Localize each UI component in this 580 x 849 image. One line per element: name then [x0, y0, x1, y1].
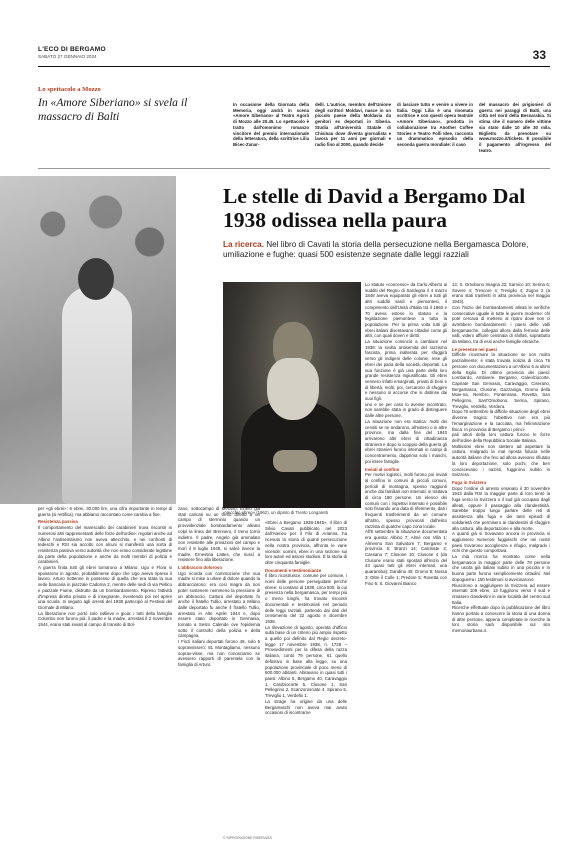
copyright-note: © RIPRODUZIONE RISERVATA [223, 836, 272, 840]
page-header [38, 44, 550, 66]
header-divider [38, 66, 550, 67]
issue-date: SABATO 27 GENNAIO 2024 [38, 54, 97, 59]
paragraph: Dopo l'ordine di arresto emanato il 30 novembre 1943 dalla RSI la maggior parte di loro tentò la fuga verso la Svizzera o il sud già occupato dagli alleati, oppure il passaggio alla clandestinità. Sarebbe troppo lungo parlare delle reti di assistenza alla fuga e dei tanti episodi di solidarietà che permisero ai clandestini di sfuggire alla cattura, alla deportazione e alla morte. [452, 485, 550, 531]
top-story-column-3: di lasciare tutto e venire a vivere in Italia. Oggi Lilia è una rinomata scrittrice e con questi opera teatrale «Amore Siberiano», prodotta in collaborazione tra Another Coffee Stories e Teatro Folli Idee, racconta un drammatico episodio della seconda guerra mondiale: il caso [397, 102, 473, 147]
painting-beard [267, 358, 319, 420]
painting-image [223, 282, 361, 508]
main-headline: Le stelle di David a Bergamo Dal 1938 odissea nella paura [223, 184, 526, 232]
paragraph: Per motivi logistici, molti furono poi inviati al confino in comuni di piccoli comuni, periodi di montagna, spesso raggiunti anche dai familiari non internati: si trattava di circa 180 persone. Un elenco dei comuni con i rispettivi internati è possibile solo fissando una data di riferimento, dati i frequenti trasferimenti da un comune all'altro, spesso provocati dall'esito razzista di qualche capo zona locale. [365, 472, 447, 529]
paragraph: All'8 settembre la situazione documentata era questa: Albino 7; Almè con Villa 1; Almenno San Salvatore 7; Bergamo e provincia 5; Branzi 14; Calcinate 2; Cassano 7; Clusone 10; Clusone 4 (da Clusone erano stati spostati all'inizio del 43 quasi tutti gli ebrei internati, una quarantina); Gandino 40; Gromo 8; Nossa 3; Oltre il Colle 1; Predore 5; Rovetta con Fino 6; S. Giovanni Bianco [365, 529, 447, 586]
section-divider [38, 168, 550, 169]
paragraph: «Ebrei a Bergamo 1938-1945», Il libro di Silvio Cavati pubblicato nel 2023 dall'Ateneo per il Filo di Arianna, ha ricevuto la storia di quanti persecuzione nella nostra provincia, affronta le varie vicende: uomini, ebrei in una sezione sui loro autori ed assoni studiosi. È la storia di oltre cinquanta famiglie. [265, 520, 347, 565]
paragraph: Il comportamento del maresciallo dei carabinieri trova riscontri in numerosi altri rappresentanti delle forze dell'ordine: regolari anche ad Albino l'antisemitismo non aveva attecchito, e nei confronti di tedeschi e RSI sia accolto con alcuni si manifestò una sorta di resistenza passiva verso autorità che non erano considerate legittime da parte della popolazione e anche da molti membri di polizia e carabinieri. [38, 525, 172, 565]
paragraph: 14; S. Omobono Imagna 22; Sarnico 10; Serina 6; Sovere 4; Trescore 4; Treviglio 4; Zogno 2 (a erano stati trasferiti in altra provincia nel maggio 1943). [452, 282, 550, 305]
top-story-column-2: delli. L'autrice, membro dell'Unione degli scrittori Moldavi, nasce in un piccolo paese della Moldavia da genitori ex deportati in Siberia. Studia all'Università Statale di Chisinau dove diventa giornalista e lavora per 11 anni per giornali e radio fino al 2000, quando decide [315, 102, 391, 147]
article-column-1 [38, 506, 172, 836]
paragraph: I Finzi italiani deportati furono 48, solo 5 sopravvissero; 81 Montagliamo, nessuno soprav-visse, ma non conosciamo se avessero rapporti di parentela con la famiglia di Arturo. [178, 639, 260, 667]
paragraph: Il libro ricostruisce, comune per comune, i nomi delle persone perseguitate perché ebree: si contano al 1938, circa 500, la cui presenza nella bergamasca, per tempi più o meno lunghi, ha trovato riscontri documentali e testimoniali nel periodo delle leggi razziali, partendo dai dati del censimento del 22 agosto e dicembre 1938. [265, 573, 347, 624]
photo-figure [62, 286, 132, 504]
paragraph: Dopo l'8 settembre la difficile situazione degli ebrei divenne tragica: l'obiettivo non era più l'emarginazione e la cacciata, ma l'eliminazione fisica. In provincia di Bergamo i princi- [452, 409, 550, 432]
historic-photo [0, 176, 176, 504]
paragraph: Ugo ricorda con commozione che sua madre si mise a urlare di dolore quando la abbracciarono: era così magra da non poter sostenere nemmeno la pressione di un abbraccio. Cattura del deportato fu anche il fratello Tullio, arrestato a Milano dalle deportato fu anche il fratello Tullio, arrestato in Alte Aprile 1944 e, dopo essere stato deportato in Germania, tornato a Sesto Calende ove l'epidemia sotto il controllo della polizia e della campagna. [178, 570, 260, 639]
paragraph: La situazione non era statica: molti dei censiti se ne andarono, all'estero o in altre province, ma dalla fine del 1940 arrivarono altri ebrei di cittadinanza straniera e dopo lo scoppio della guerra gli ebrei stranieri furono internati in campi di concentramento, dapprima solo i maschi, poi intere famiglie. [365, 418, 447, 464]
photo-figure-head [78, 258, 114, 300]
subheading: Resistenza passiva [38, 519, 78, 525]
lead-tag: La ricerca. [223, 240, 264, 249]
paragraph: Moltissimi ebrei non stettero ad aspettare la cattura, malgrado la mal riposta fiducia nelle autorità italiane che fino ad allora avevano rifiutato la loro deportazione, solo pochi, che ben conoscevano i nazisti, fuggirono subito in Svizzera. [452, 443, 550, 478]
paragraph: La rilevazione di agosto, operata d'ufficio sulla base di un criterio più ampio rispetto a quello poi definito dal Regio decreto-legge 17 novembre 1938, n. 1728 – Provvedimenti per la difesa della razza italiana, contò 79 persone, 61 quello definitivo in base alla legge, su una popolazione provinciale di poco meno di 600.000 abitanti. Abitavano in quasi tutti i paesi: Albino 5, Bergamo 40, Caravaggio 1, Calolziocorte 5, Clusone 1, San Pellegrino 2, Scanzorosciate 4, Spirano 5, Treviglio 1, Verdello 1. [265, 624, 347, 699]
article-column-5 [452, 282, 550, 836]
lead-text: Nel libro di Cavati la storia della persecuzione nella Bergamasca Dolore, umiliazione e fughe: quasi 500 esistenze segnate dalle leggi razziali [223, 240, 529, 260]
paragraph: Difficile ricostruire la situazione se non molto parzialmente; è stata trovata notizia di circa 76 persone con documentazioni a un'Albino 6 ai ultimi della Siglio. Di ottimo provincia dei paesi: Lombardo, Ambivere, Bergamo, Caleolziocorte, Capriate San Gervasio, Caravaggio, Ciserano, Bergamasca, Clusone, Gazzaniga, Gromo della Moie-na, Nembro, Pontenrana, Rovetta, San Pellegrino, Sant'Omobono, Serina, Spirano, Treviglio, Verdello, Verdera. [452, 352, 550, 409]
top-story-column-1: In occasione della Giornata della Memoria, oggi andrà in scena «Amore Siberiano» al Teatro Agorà di Mozzo alle 20.45. Lo spettacolo è tratto dall'omonimo romanzo vincitore del premio internazionale della letteratura, della scrittrice Lilia Bicec-Zanar- [233, 102, 309, 147]
paragraph: La strage ha origine da una delle Bergamaschi non aveva mai avuto occasioni di incontrarne [265, 698, 347, 716]
paragraph: La liberazione non portò solo sollievo e gioia: i tutti della famiglia Colombo non furono più: il padre e la madre, arrestati il 2 novembre 1944, erano stati inviati al campo di transito di Bol- [38, 610, 172, 628]
paragraph: pali attori della loro cattura furono le forze dell'ordine della Repubblica Sociale Italiana. [452, 432, 550, 443]
painting-caption: «Vecchio ebreo» (1962), un dipinto di Trento Longaretti [223, 510, 328, 515]
subheading: Fuga in Svizzera [452, 479, 487, 485]
paragraph: La mia ricerca ha mostrato come nella bergamasca la maggior parte delle 78 persone che uscita già italiani subito in una piccola e in buona parte furono semplicemente cittadini. Nel dopoguerra i 150 testimoni si avvicinarono. [452, 554, 550, 582]
top-story-title: In «Amore Siberiano» si svela il massacro di Balti [38, 96, 188, 123]
newspaper-logo: L'ECO DI BERGAMO [38, 46, 106, 53]
top-story-column-4: del massacro dei prigionieri di guerra nei paraggi di Balti, una città nel nord della Bessarabia. Si stima che il numero delle vittime sia stato dalle 10 alle 30 mila. Biglietto da prenotare su www.mozzo.it/tickets. È possibile il pagamento all'ingresso del teatro. [479, 102, 551, 153]
article-column-3 [265, 520, 347, 836]
top-story-kicker: Lo spettacolo a Mozzo [38, 86, 101, 93]
article-column-4 [365, 282, 447, 836]
paragraph: uno e se per caso lo avesse incontrato, non sarebbe stata in grado di distinguere dalle altre persone. [365, 401, 447, 419]
paragraph: Ricerche effettuate dopo la pubblicazione del libro hanno portato a conoscere la storia di una donna di altre persone, appena completate le ricerche la loro storia sarà disponibile sul sito memoriaurbana.it. [452, 605, 550, 634]
subheading: Le presenze nei paesi [452, 346, 497, 352]
page-number: 33 [532, 48, 546, 62]
paragraph: Con l'inizio dei bombardamenti alleati le verifiche consecutive uguale in tutte le guerre moderne: chi poté cercava di mettersi al riparo dove non ci avrebbero bombardamenti: i paesi delle valli bergamasche, collegati allora dalla ferrovia delle valli, videro affluire centinaia di sfollati, soprattutto da Milano, tra di essi anche famiglie ebraiche. [452, 304, 550, 345]
paragraph: Lo statuto «concesso» da Carlo Alberto ai sudditi del Regno di Sardegna il 4 marzo 1848 aveva equiparato gli ebrei a tutti gli altri sudditi sardi e piemontesi, il compimento dell'Unità d'Italia tra il 1860 e 70 aveva esteso lo statuto e la legislazione piemontese a tutta la popolazione. Per la prima volta tutti gli ebrei italiani diventavano cittadini come gli altri, con quali doveri e diritti. [365, 282, 447, 339]
painting-hands [273, 450, 317, 472]
main-lead [223, 240, 553, 260]
paragraph: A guerra finita tutti gli ebrei tornarono a Milano: Ugo e Flora si sposarono in agosto, probabilmente dopo che Ugo aveva ripreso il lavoro. Arturo riottenne in possesso di quella che era stata la sua sede bancaria in piazzale Cadorna 2, mentre delle sedi di via Pellico e piazzale Fiume, distrutte da un bombardamento. Ripreso l'attività d'impresa diretta privato e di insegnante, rivestendo poi nel aprire una scuola. In seguito agli arresti del 1938 partecipò al Festival del Giornale di Milano. [38, 565, 172, 610]
subheading: L'abbraccio doloroso [178, 565, 222, 571]
subheading: Inviati al confino [365, 466, 400, 472]
paragraph: per «gli ebrei»: 6 ebrei, 30.000 lire, una cifra importante in tempi di guerra (si rettifica), ma abbiamo raccontato come cambia a fine. [38, 506, 172, 517]
article-column-2 [178, 506, 260, 836]
paragraph: Riuscirono a raggiungere la Svizzera ad essere internati 109 ebrei, 13 fuggirono verso il sud e rimasero clandestini in varie località del centro sud Italia. [452, 582, 550, 605]
subheading: Documenti e testimonianze [265, 567, 322, 573]
paragraph: La situazione cominciò a cambiare nel 1938: la svolta antisemita del razzismo fascista, prima inalterata per sfuggirà verso gli indigeni delle colonie, rese gli ebrei dei paria della società, deportati. La sua funzione è già una parte della loro grande resistenza ingiustificata. Gli ebrei vennero infatti emarginati, privati di beni e di libertà, molti, poi, cercarono di sfuggire e nessuno si accorse che si distinse dai suoi figli. [365, 339, 447, 402]
paragraph: A quanti già si trovavano ancora in provincia si aggiunsero numerosi fuggiaschi che nei nostri paesi trovarono accoglienza e rifugio, malgrado i richi che questo comportava. [452, 531, 550, 554]
paragraph: zano, sottocampo di Merano. Erano già stati caricati su un treno diretto a un campo di sterminio quando un provvidenziale bombardamento alleato colpì la linea del Brennero, il treno tornò indietro. Il padre, Angelo già ammalato non resistette alle privazioni del campo e morì il 8 luglio 1945, si salvò invece la madre, Ernestina Lattes, che riuscì a resistere fino alla liberazione. [178, 506, 260, 563]
